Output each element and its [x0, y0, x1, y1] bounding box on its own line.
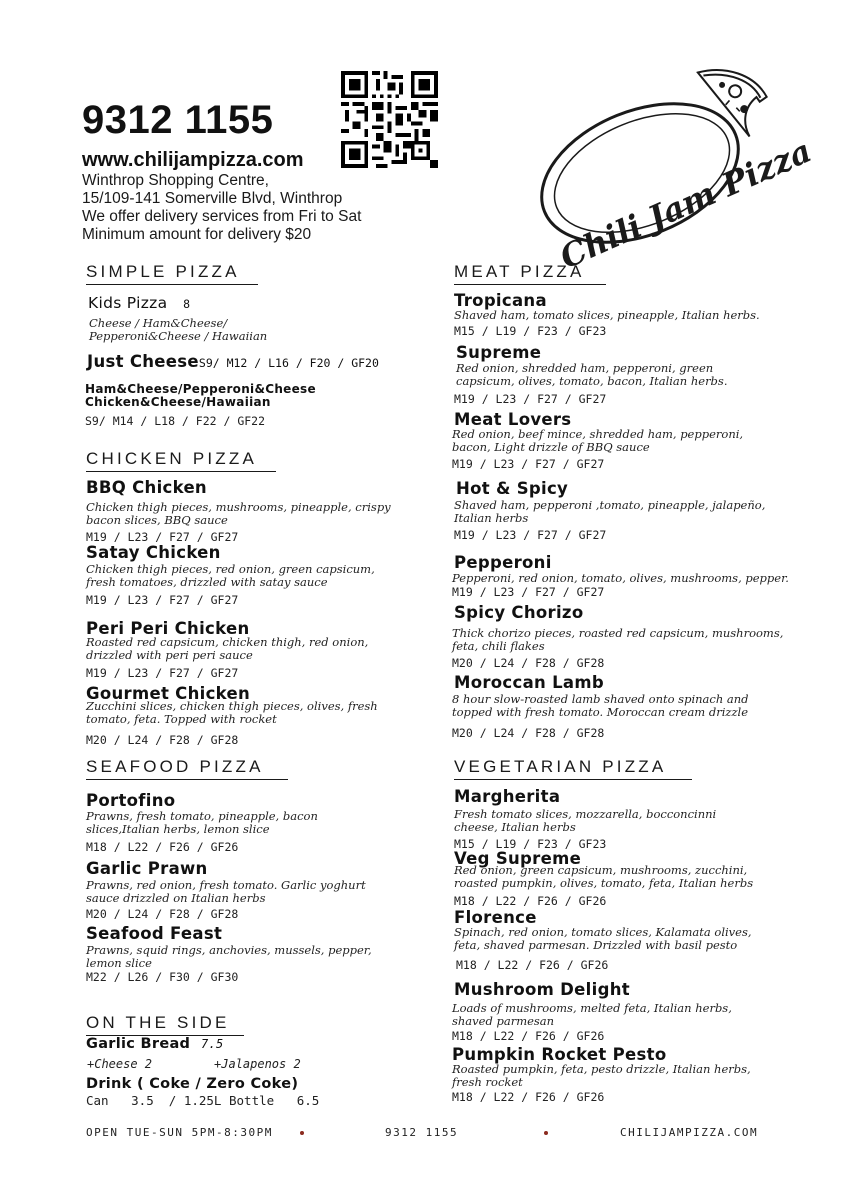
- item-desc-meat-lovers: Red onion, beef mince, shredded ham, pepperoni, bacon, Light drizzle of BBQ sauce: [452, 427, 744, 454]
- item-price-garlic-bread: 7.5: [200, 1037, 224, 1051]
- item-price-portofino: M18 / L22 / F26 / GF26: [86, 840, 239, 854]
- item-name-satay-chicken: Satay Chicken: [86, 543, 221, 562]
- qr-code-icon[interactable]: [341, 71, 438, 168]
- item-name-mushroom-delight: Mushroom Delight: [454, 980, 630, 999]
- item-name-portofino: Portofino: [86, 791, 176, 810]
- address-line-1: Winthrop Shopping Centre,: [82, 172, 269, 189]
- logo-text: Chili Jam Pizza: [554, 131, 817, 277]
- item-desc-hot-and-spicy: Shaved ham, pepperoni ,tomato, pineapple, jalapeño, Italian herbs: [454, 498, 766, 525]
- item-desc-pepperoni: Pepperoni, red onion, tomato, olives, mushrooms, pepper.: [452, 571, 789, 585]
- item-price-garlic-prawn: M20 / L24 / F28 / GF28: [86, 907, 239, 921]
- footer-phone: 9312 1155: [385, 1126, 459, 1139]
- delivery-info: We offer delivery services from Fri to Sat: [82, 208, 362, 225]
- item-price-just-cheese: S9/ M12 / L16 / F20 / GF20: [198, 356, 379, 370]
- footer-hours: OPEN TUE-SUN 5PM-8:30PM: [86, 1126, 273, 1139]
- item-name-drink: Drink ( Coke / Zero Coke): [86, 1076, 299, 1092]
- item-name-spicy-chorizo: Spicy Chorizo: [454, 603, 584, 622]
- section-title-simple: SIMPLE PIZZA: [86, 262, 240, 282]
- section-title-side: ON THE SIDE: [86, 1013, 230, 1033]
- item-name-tropicana: Tropicana: [454, 291, 547, 310]
- section-title-meat: MEAT PIZZA: [454, 262, 585, 282]
- item-name-garlic-bread: Garlic Bread 7.5: [86, 1036, 224, 1052]
- item-price-pumpkin-rocket-pesto: M18 / L22 / F26 / GF26: [452, 1090, 605, 1104]
- item-price-spicy-chorizo: M20 / L24 / F28 / GF28: [452, 656, 605, 670]
- item-desc-seafood-feast: Prawns, squid rings, anchovies, mussels, pepper, lemon slice: [86, 943, 372, 970]
- address-line-2: 15/109-141 Somerville Blvd, Winthrop: [82, 190, 343, 207]
- item-name-combo: Ham&Cheese/Pepperoni&Cheese Chicken&Cheese/Hawaiian: [85, 382, 316, 409]
- store-info: [82, 172, 361, 244]
- item-price-drink: Can 3.5 / 1.25L Bottle 6.5: [86, 1093, 320, 1108]
- minimum-delivery: Minimum amount for delivery $20: [82, 226, 312, 243]
- item-name-hot-and-spicy: Hot & Spicy: [456, 479, 569, 498]
- item-desc-spicy-chorizo: Thick chorizo pieces, roasted red capsicum, mushrooms, feta, chili flakes: [452, 626, 784, 653]
- item-desc-supreme: Red onion, shredded ham, pepperoni, green capsicum, olives, tomato, bacon, Italian herbs.: [456, 361, 728, 388]
- item-price-moroccan-lamb: M20 / L24 / F28 / GF28: [452, 726, 605, 740]
- item-name-meat-lovers: Meat Lovers: [454, 410, 572, 429]
- item-name-garlic-prawn: Garlic Prawn: [86, 859, 208, 878]
- item-price-gourmet-chicken: M20 / L24 / F28 / GF28: [86, 733, 239, 747]
- item-price-bbq-chicken: M19 / L23 / F27 / GF27: [86, 530, 239, 544]
- item-name-margherita: Margherita: [454, 787, 561, 806]
- item-desc-mushroom-delight: Loads of mushrooms, melted feta, Italian herbs, shaved parmesan: [452, 1001, 732, 1028]
- item-name-bbq-chicken: BBQ Chicken: [86, 478, 207, 497]
- item-name-veg-supreme: Veg Supreme: [454, 849, 582, 868]
- website-link[interactable]: www.chilijampizza.com: [82, 149, 304, 171]
- item-name-just-cheese: Just CheeseS9/ M12 / L16 / F20 / GF20: [87, 352, 379, 371]
- footer-dot-1: [300, 1131, 304, 1135]
- item-desc-moroccan-lamb: 8 hour slow-roasted lamb shaved onto spinach and topped with fresh tomato. Moroccan cream drizzle: [452, 692, 749, 719]
- item-name-kids-pizza: Kids Pizza 8: [88, 294, 191, 312]
- extra-cheese: +Cheese 2: [87, 1057, 153, 1071]
- item-price-supreme: M19 / L23 / F27 / GF27: [454, 392, 607, 406]
- item-desc-bbq-chicken: Chicken thigh pieces, mushrooms, pineapple, crispy bacon slices, BBQ sauce: [86, 500, 391, 527]
- item-name-moroccan-lamb: Moroccan Lamb: [454, 673, 604, 692]
- item-desc-garlic-prawn: Prawns, red onion, fresh tomato. Garlic yoghurt sauce drizzled on Italian herbs: [86, 878, 366, 905]
- item-name-florence: Florence: [454, 908, 537, 927]
- item-price-kids-pizza: 8: [183, 297, 191, 311]
- item-name-peri-peri-chicken: Peri Peri Chicken: [86, 619, 250, 638]
- item-desc-peri-peri-chicken: Roasted red capsicum, chicken thigh, red onion, drizzled with peri peri sauce: [86, 635, 369, 662]
- footer-dot-2: [544, 1131, 548, 1135]
- item-price-satay-chicken: M19 / L23 / F27 / GF27: [86, 593, 239, 607]
- item-price-pepperoni: M19 / L23 / F27 / GF27: [452, 585, 605, 599]
- item-price-combo: S9/ M14 / L18 / F22 / GF22: [85, 414, 266, 428]
- section-title-chicken: CHICKEN PIZZA: [86, 449, 257, 469]
- item-desc-pumpkin-rocket-pesto: Roasted pumpkin, feta, pesto drizzle, Italian herbs, fresh rocket: [452, 1062, 751, 1089]
- extra-jalapenos: +Jalapenos 2: [214, 1057, 301, 1071]
- phone-number: 9312 1155: [82, 98, 274, 142]
- item-name-supreme: Supreme: [456, 343, 542, 362]
- item-name-seafood-feast: Seafood Feast: [86, 924, 223, 943]
- item-price-florence: M18 / L22 / F26 / GF26: [456, 958, 609, 972]
- item-desc-portofino: Prawns, fresh tomato, pineapple, bacon slices,Italian herbs, lemon slice: [86, 809, 318, 836]
- item-name-pumpkin-rocket-pesto: Pumpkin Rocket Pesto: [452, 1045, 667, 1064]
- item-desc-florence: Spinach, red onion, tomato slices, Kalamata olives, feta, shaved parmesan. Drizzled with basil pesto: [454, 925, 752, 952]
- item-desc-satay-chicken: Chicken thigh pieces, red onion, green capsicum, fresh tomatoes, drizzled with satay sauce: [86, 562, 375, 589]
- chili-jam-pizza-logo: [522, 58, 817, 277]
- item-price-margherita: M15 / L19 / F23 / GF23: [454, 837, 607, 851]
- item-price-tropicana: M15 / L19 / F23 / GF23: [454, 324, 607, 338]
- item-name-gourmet-chicken: Gourmet Chicken: [86, 684, 251, 703]
- section-title-vegetarian: VEGETARIAN PIZZA: [454, 757, 666, 777]
- item-price-peri-peri-chicken: M19 / L23 / F27 / GF27: [86, 666, 239, 680]
- section-title-seafood: SEAFOOD PIZZA: [86, 757, 264, 777]
- item-desc-gourmet-chicken: Zucchini slices, chicken thigh pieces, olives, fresh tomato, feta. Topped with rocket: [86, 699, 378, 726]
- item-desc-veg-supreme: Red onion, green capsicum, mushrooms, zucchini, roasted pumpkin, olives, tomato, feta, Italian herbs: [454, 863, 754, 890]
- item-price-mushroom-delight: M18 / L22 / F26 / GF26: [452, 1029, 605, 1043]
- item-price-meat-lovers: M19 / L23 / F27 / GF27: [452, 457, 605, 471]
- item-price-hot-and-spicy: M19 / L23 / F27 / GF27: [454, 528, 607, 542]
- item-desc-tropicana: Shaved ham, tomato slices, pineapple, Italian herbs.: [454, 308, 760, 322]
- item-price-veg-supreme: M18 / L22 / F26 / GF26: [454, 894, 607, 908]
- item-desc-kids-pizza: Cheese / Ham&Cheese/ Pepperoni&Cheese / Hawaiian: [89, 316, 268, 343]
- item-desc-margherita: Fresh tomato slices, mozzarella, bocconcinni cheese, Italian herbs: [454, 807, 717, 834]
- item-name-pepperoni: Pepperoni: [454, 553, 552, 572]
- item-price-seafood-feast: M22 / L26 / F30 / GF30: [86, 970, 239, 984]
- footer-website[interactable]: CHILIJAMPIZZA.COM: [620, 1126, 759, 1139]
